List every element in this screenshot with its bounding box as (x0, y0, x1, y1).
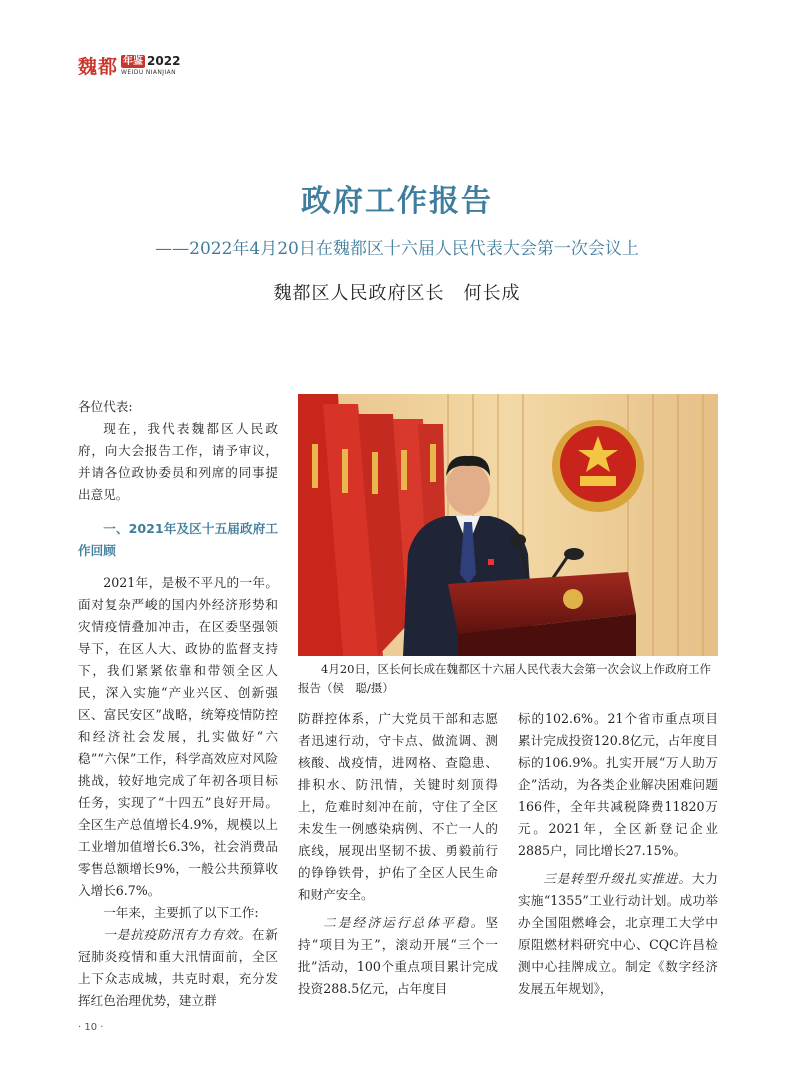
paragraph-body: 坚持“项目为王”，滚动开展“三个一批”活动，100个重点项目累计完成投资288.5亿元，占年度目 (298, 915, 498, 996)
article-author: 魏都区人民政府区长 何长成 (273, 283, 521, 304)
paragraph: 2021年，是极不平凡的一年。面对复杂严峻的国内外经济形势和灾情疫情叠加冲击，在区委坚强领导下，在区人大、政协的监督支持下，我们紧紧依靠和带领全区人民，深入实施“产业兴区、创新强区、富民安区”战略，统筹疫情防控和经济社会发展，扎实做好“六稳”“六保”工作，科学高效应对风险挑战，较好地完成了年初各项目标任务，实现了“十四五”良好开局。全区生产总值增长4.9%，规模以上工业增加值增长6.3%，社会消费品零售总额增长9%，一般公共预算收入增长6.7%。 (78, 575, 278, 898)
speaker-photo (298, 394, 718, 656)
photo-caption: 4月20日，区长何长成在魏都区十六届人民代表大会第一次会议上作政府工作报告（侯 聪/摄） (298, 662, 711, 695)
masthead-year: 2022 (147, 54, 181, 68)
paragraph: 标的102.6%。21个省市重点项目累计完成投资120.8亿元，占年度目标的106.9%。扎实开展“万人助万企”活动，为各类企业解决困难问题166件，全年共减税降费11820万元。2021年，全区新登记企业2885户，同比增长27.15%。 (518, 711, 718, 858)
paragraph (518, 868, 718, 1000)
paragraph-body: 大力实施“1355”工业行动计划。成功举办全国阻燃峰会，北京理工大学中原阻燃材料研究中心、CQC许昌检测中心挂牌成立。制定《数字经济发展五年规划》， (518, 871, 719, 996)
paragraph-lead: 二是经济运行总体平稳。 (323, 915, 486, 930)
section-heading: 一、2021年及区十五届政府工作回顾 (78, 521, 278, 558)
salutation: 各位代表: (78, 399, 133, 414)
paragraph (298, 912, 498, 1000)
column-3 (518, 708, 718, 1000)
masthead-badge: 年鉴 (123, 55, 144, 67)
paragraph: 防群控体系，广大党员干部和志愿者迅速行动，守卡点、做流调、测核酸、战疫情，进网格、查隐患、排积水、防汛情，关键时刻顶得上，危难时刻冲在前，守住了全区未发生一例感染病例、不亡一人的底线，展现出坚韧不拔、勇毅前行的铮铮铁骨，护佑了全区人民生命和财产安全。 (298, 711, 498, 902)
column-1 (78, 396, 278, 1012)
article-subtitle: ——2022年4月20日在魏都区十六届人民代表大会第一次会议上 (155, 239, 639, 259)
masthead-logo (78, 54, 180, 84)
paragraph-body: 在新冠肺炎疫情和重大汛情面前，全区上下众志成城，共克时艰，充分发挥红色治理优势，建立群 (78, 927, 279, 1008)
article-title: 政府工作报告 (301, 184, 493, 219)
page-number: · 10 · (78, 1022, 104, 1033)
masthead-name: 魏都 (78, 56, 119, 78)
intro-paragraph: 现在，我代表魏都区人民政府，向大会报告工作，请予审议，并请各位政协委员和列席的同事提出意见。 (78, 421, 278, 502)
paragraph (78, 924, 278, 1012)
speaker-photo-image (298, 394, 718, 656)
paragraph: 一年来，主要抓了以下工作: (103, 905, 259, 920)
paragraph-lead: 三是转型升级扎实推进。 (543, 871, 692, 886)
paragraph-lead: 一是抗疫防汛有力有效。 (103, 927, 252, 942)
column-2 (298, 708, 498, 1000)
masthead-pinyin: WEIDU NIANJIAN (121, 69, 177, 76)
